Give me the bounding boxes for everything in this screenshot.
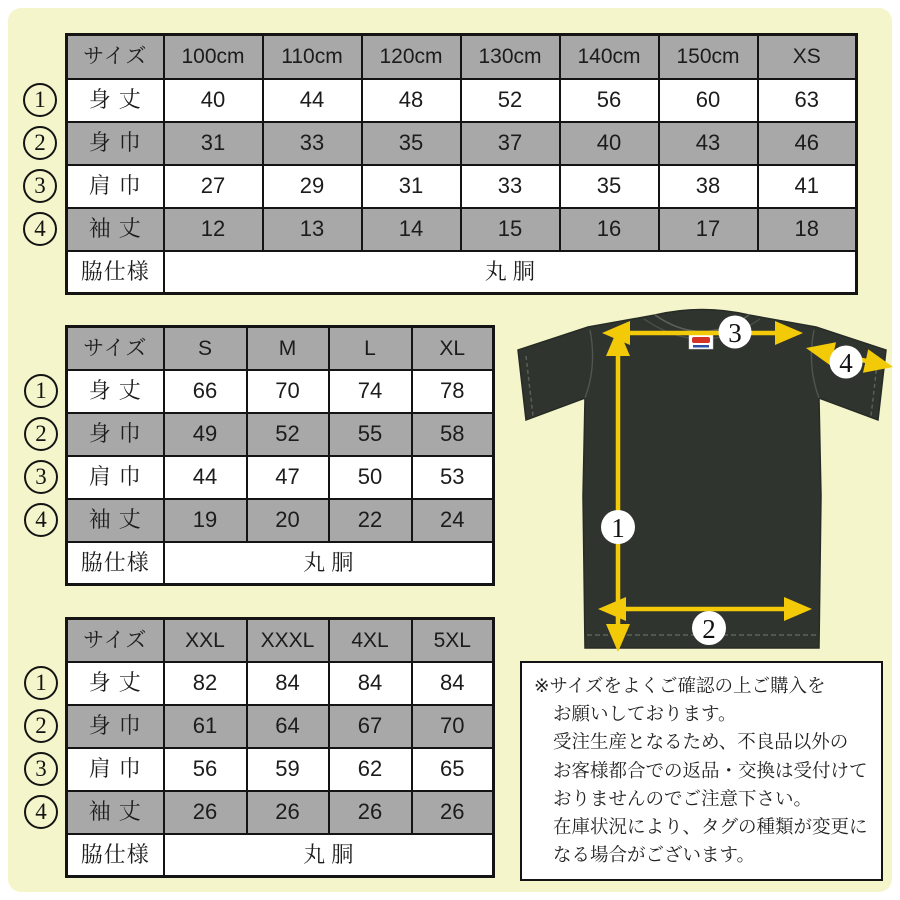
row-marker-4: 4 <box>24 503 58 537</box>
svg-text:1: 1 <box>611 513 625 543</box>
col-header: M <box>247 327 329 370</box>
size-table-adult <box>65 325 495 586</box>
value-cell: 38 <box>659 165 758 208</box>
col-header: 5XL <box>412 619 494 662</box>
size-table-big <box>65 617 495 878</box>
row-marker-3: 3 <box>23 169 57 203</box>
col-header: XXL <box>164 619 247 662</box>
value-cell: 35 <box>362 122 461 165</box>
row-label: 身 丈 <box>67 79 164 122</box>
value-cell: 44 <box>164 456 247 499</box>
note-line: ※サイズをよくご確認の上ご購入を <box>534 675 826 696</box>
table-row <box>67 79 857 122</box>
table-row <box>67 791 494 834</box>
table-row <box>67 208 857 251</box>
purchase-note <box>520 661 883 881</box>
col-header: XS <box>758 35 857 79</box>
value-cell: 49 <box>164 413 247 456</box>
value-cell: 33 <box>263 122 362 165</box>
value-cell: 70 <box>247 370 329 413</box>
value-cell: 62 <box>329 748 412 791</box>
value-cell: 26 <box>329 791 412 834</box>
row-label: 身 巾 <box>67 705 164 748</box>
neck-label <box>689 334 713 349</box>
svg-text:2: 2 <box>702 614 716 644</box>
value-cell: 29 <box>263 165 362 208</box>
col-header: 4XL <box>329 619 412 662</box>
table-row <box>67 413 494 456</box>
value-cell: 52 <box>247 413 329 456</box>
value-cell: 31 <box>362 165 461 208</box>
value-cell: 60 <box>659 79 758 122</box>
note-line: 在庫状況により、タグの種類が変更に <box>553 816 868 838</box>
table-row <box>67 499 494 542</box>
row-marker-2: 2 <box>23 126 57 160</box>
table-row <box>67 456 494 499</box>
value-cell: 26 <box>247 791 329 834</box>
table-row <box>67 165 857 208</box>
col-header: 130cm <box>461 35 560 79</box>
value-cell: 17 <box>659 208 758 251</box>
value-cell: 66 <box>164 370 247 413</box>
row-marker-4: 4 <box>23 212 57 246</box>
row-marker-3: 3 <box>24 752 58 786</box>
value-cell: 48 <box>362 79 461 122</box>
svg-text:3: 3 <box>728 318 742 348</box>
col-header: 120cm <box>362 35 461 79</box>
value-cell: 64 <box>247 705 329 748</box>
row-marker-1: 1 <box>23 83 57 117</box>
value-cell: 15 <box>461 208 560 251</box>
col-header: 110cm <box>263 35 362 79</box>
tshirt-measurement-diagram <box>505 296 900 668</box>
value-cell: 44 <box>263 79 362 122</box>
col-header: 100cm <box>164 35 263 79</box>
table-row <box>67 370 494 413</box>
row-label: 脇仕様 <box>67 251 164 294</box>
value-cell: 18 <box>758 208 857 251</box>
row-label: 脇仕様 <box>67 834 164 877</box>
value-cell: 20 <box>247 499 329 542</box>
value-cell: 55 <box>329 413 412 456</box>
value-cell: 61 <box>164 705 247 748</box>
table-row <box>67 662 494 705</box>
table-row <box>67 705 494 748</box>
diagram-marker-2 <box>692 611 726 645</box>
row-marker-1: 1 <box>24 666 58 700</box>
row-label: 身 丈 <box>67 662 164 705</box>
value-cell: 67 <box>329 705 412 748</box>
value-cell: 59 <box>247 748 329 791</box>
value-cell: 14 <box>362 208 461 251</box>
value-cell: 16 <box>560 208 659 251</box>
diagram-marker-4 <box>830 346 863 379</box>
col-header: 140cm <box>560 35 659 79</box>
value-cell: 65 <box>412 748 494 791</box>
row-label: 身 巾 <box>67 122 164 165</box>
col-header: 150cm <box>659 35 758 79</box>
value-cell: 12 <box>164 208 263 251</box>
table-row <box>67 748 494 791</box>
value-cell: 63 <box>758 79 857 122</box>
value-cell: 27 <box>164 165 263 208</box>
note-line: お願いしております。 <box>553 703 737 725</box>
row-marker-4: 4 <box>24 795 58 829</box>
value-cell: 84 <box>247 662 329 705</box>
value-cell: 53 <box>412 456 494 499</box>
side-spec-value: 丸 胴 <box>164 834 494 877</box>
value-cell: 74 <box>329 370 412 413</box>
value-cell: 46 <box>758 122 857 165</box>
row-label: 肩 巾 <box>67 165 164 208</box>
value-cell: 40 <box>560 122 659 165</box>
value-cell: 47 <box>247 456 329 499</box>
value-cell: 35 <box>560 165 659 208</box>
value-cell: 82 <box>164 662 247 705</box>
value-cell: 31 <box>164 122 263 165</box>
side-spec-value: 丸 胴 <box>164 251 857 294</box>
col-header: XL <box>412 327 494 370</box>
diagram-marker-3 <box>719 316 752 349</box>
size-header-cell: サイズ <box>67 619 164 662</box>
value-cell: 70 <box>412 705 494 748</box>
row-label: 肩 巾 <box>67 748 164 791</box>
note-line: お客様都合での返品・交換は受付けて <box>553 759 868 781</box>
row-marker-2: 2 <box>24 709 58 743</box>
table-footer-row <box>67 834 494 877</box>
value-cell: 19 <box>164 499 247 542</box>
col-header: L <box>329 327 412 370</box>
row-marker-2: 2 <box>24 417 58 451</box>
table-footer-row <box>67 251 857 294</box>
value-cell: 37 <box>461 122 560 165</box>
note-line: おりませんのでご注意下さい。 <box>553 787 813 809</box>
value-cell: 40 <box>164 79 263 122</box>
row-label: 身 巾 <box>67 413 164 456</box>
size-table-kids <box>65 33 858 295</box>
row-label: 袖 丈 <box>67 499 164 542</box>
col-header: S <box>164 327 247 370</box>
value-cell: 56 <box>164 748 247 791</box>
value-cell: 43 <box>659 122 758 165</box>
row-label: 袖 丈 <box>67 791 164 834</box>
table-footer-row <box>67 542 494 585</box>
row-label: 身 丈 <box>67 370 164 413</box>
value-cell: 56 <box>560 79 659 122</box>
size-header-cell: サイズ <box>67 327 164 370</box>
side-spec-value: 丸 胴 <box>164 542 494 585</box>
row-marker-3: 3 <box>24 460 58 494</box>
value-cell: 33 <box>461 165 560 208</box>
note-line: なる場合がございます。 <box>553 844 756 866</box>
row-marker-1: 1 <box>24 374 58 408</box>
value-cell: 24 <box>412 499 494 542</box>
value-cell: 13 <box>263 208 362 251</box>
size-header-cell: サイズ <box>67 35 164 79</box>
table-row <box>67 122 857 165</box>
value-cell: 84 <box>412 662 494 705</box>
value-cell: 41 <box>758 165 857 208</box>
value-cell: 22 <box>329 499 412 542</box>
col-header: XXXL <box>247 619 329 662</box>
value-cell: 84 <box>329 662 412 705</box>
value-cell: 78 <box>412 370 494 413</box>
row-label: 脇仕様 <box>67 542 164 585</box>
value-cell: 26 <box>412 791 494 834</box>
value-cell: 58 <box>412 413 494 456</box>
svg-text:4: 4 <box>839 348 853 378</box>
note-line: 受注生産となるため、不良品以外の <box>553 731 849 753</box>
value-cell: 26 <box>164 791 247 834</box>
diagram-marker-1 <box>601 510 635 544</box>
value-cell: 50 <box>329 456 412 499</box>
row-label: 袖 丈 <box>67 208 164 251</box>
value-cell: 52 <box>461 79 560 122</box>
row-label: 肩 巾 <box>67 456 164 499</box>
